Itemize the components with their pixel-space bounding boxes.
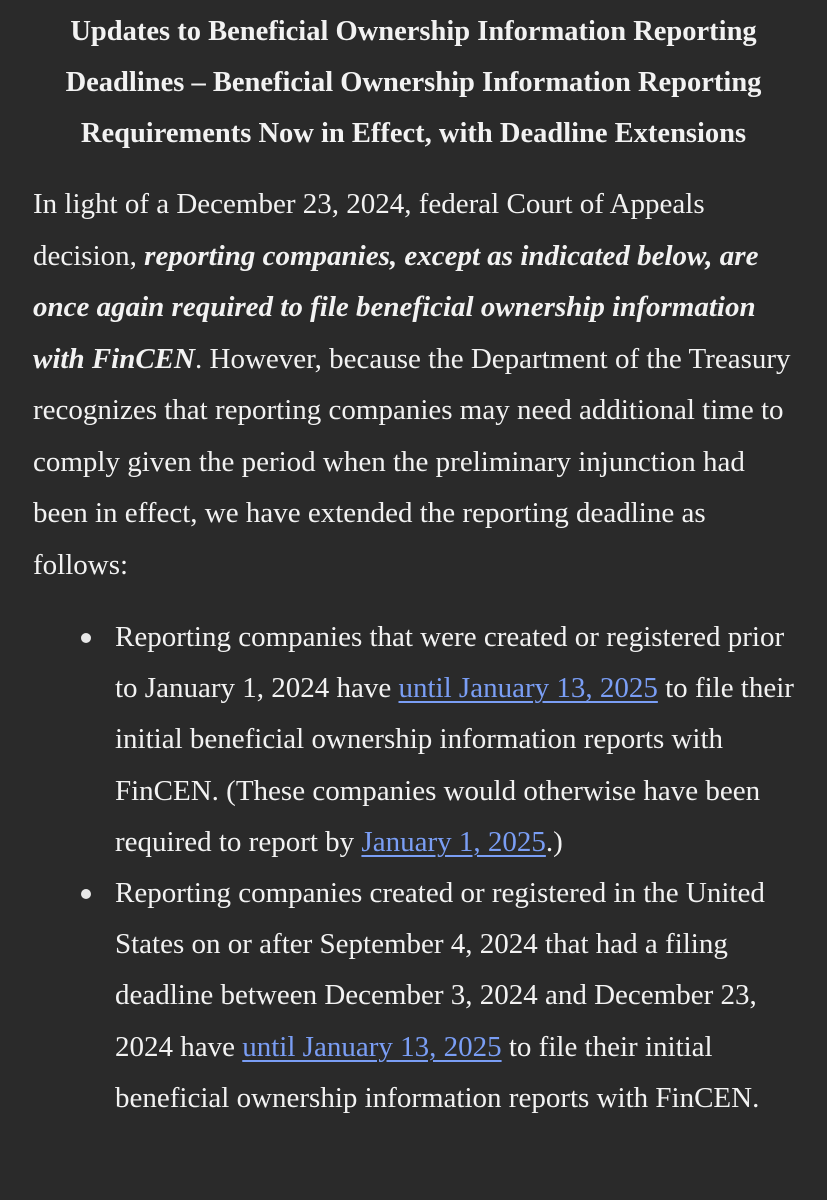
bullet-icon bbox=[81, 889, 91, 899]
bullet-text: .) bbox=[545, 825, 563, 858]
bullet-text: Reporting companies that were created or registered prior to January 1, 2024 have bbox=[115, 621, 785, 705]
bullet-text: to file their initial beneficial ownership information reports with FinCEN. (These companies would otherwise have been required to report by bbox=[115, 672, 794, 858]
intro-rest: . However, because the Department of the Treasury recognizes that reporting companies may need additional time to comply given the period when the preliminary injunction had been in effect, we have extended the reporting deadline as follows: bbox=[33, 342, 791, 581]
intro-paragraph bbox=[33, 179, 794, 591]
list-item bbox=[115, 868, 794, 1124]
deadline-link[interactable]: until January 13, 2025 bbox=[242, 1030, 502, 1063]
page-title: Updates to Beneficial Ownership Information Reporting Deadlines – Beneficial Ownership Information Reporting Requirements Now in Effect, with Deadline Extensions bbox=[65, 16, 762, 149]
bullet-text: to file their initial beneficial ownership information reports with FinCEN. bbox=[115, 1030, 760, 1114]
original-deadline-link[interactable]: January 1, 2025 bbox=[361, 825, 546, 858]
intro-emphasis: reporting companies, except as indicated below, are once again required to file beneficial ownership information with FinCEN bbox=[33, 239, 759, 375]
bullet-text: Reporting companies created or registered in the United States on or after September 4, 2024 that had a filing deadline between December 3, 2024 and December 23, 2024 have bbox=[115, 877, 765, 1063]
deadline-list bbox=[33, 612, 794, 1124]
deadline-link[interactable]: until January 13, 2025 bbox=[398, 672, 658, 705]
intro-lead: In light of a December 23, 2024, federal Court of Appeals decision, bbox=[33, 188, 705, 272]
bullet-icon bbox=[81, 633, 91, 643]
list-item bbox=[115, 612, 794, 868]
